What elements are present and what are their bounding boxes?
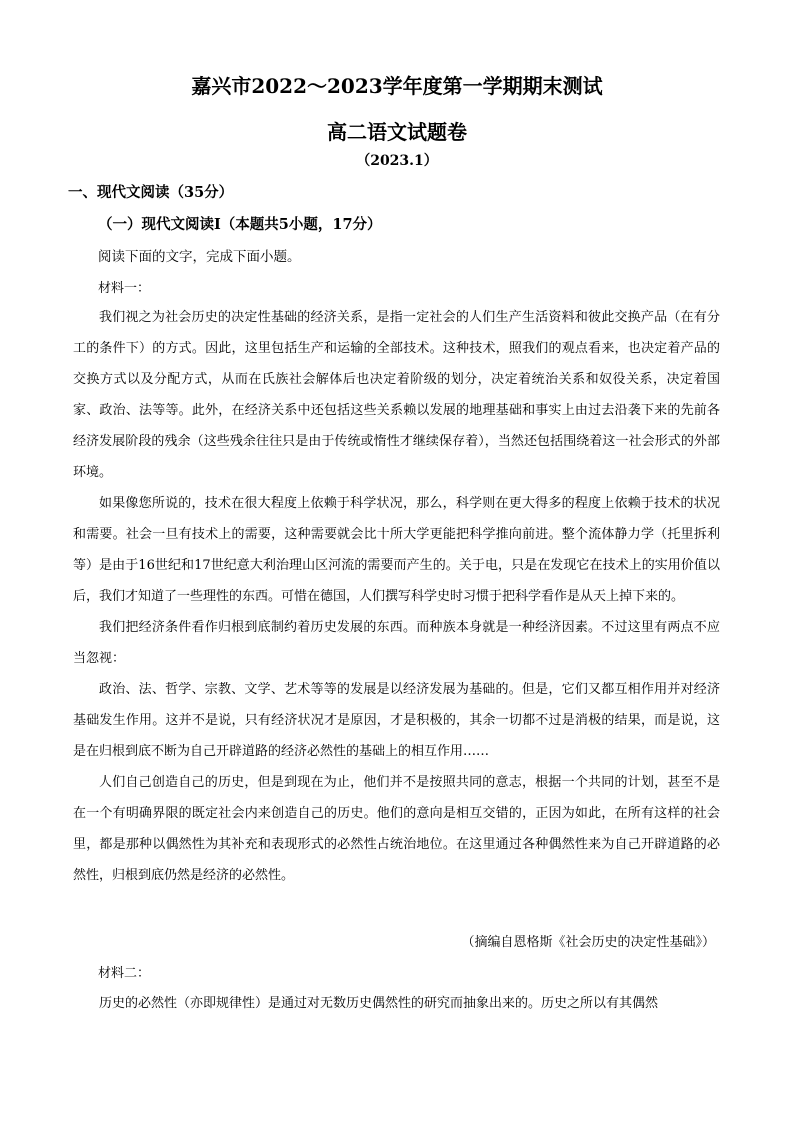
material-one-body: [73, 302, 720, 891]
paragraph: 如果像您所说的，技术在很大程度上依赖于科学状况，那么，科学则在更大得多的程度上依赖于技术的状况和需要。社会一旦有技术上的需要，这种需要就会比十所大学更能把科学推向前进。整个流体静力学（托里拆利等）是由于16世纪和17世纪意大利治理山区河流的需要而产生的。关于电，只是在发现它在技术上的实用价值以后，我们才知道了一些理性的东西。可惜在德国，人们撰写科学史时习惯于把科学看作是从天上掉下来的。: [73, 496, 720, 604]
exam-title: 嘉兴市2022～2023学年度第一学期期末测试: [191, 74, 603, 98]
instruction-text: 阅读下面的文字，完成下面小题。: [98, 249, 301, 265]
material-two-label: 材料二：: [98, 966, 151, 981]
exam-subtitle: 高二语文试题卷: [327, 120, 467, 144]
section-heading: 一、现代文阅读（35分）: [68, 184, 234, 201]
paragraph: 人们自己创造自己的历史，但是到现在为止，他们并不是按照共同的意志，根据一个共同的计划，甚至不是在一个有明确界限的既定社会内来创造自己的历史。他们的意向是相互交错的，正因为如此，在所有这样的社会里，都是那种以偶然性为其补充和表现形式的必然性占统治地位。在这里通过各种偶然性来为自己开辟道路的必然性，归根到底仍然是经济的必然性。: [73, 775, 720, 883]
paragraph: 我们视之为社会历史的决定性基础的经济关系，是指一定社会的人们生产生活资料和彼此交换产品（在有分工的条件下）的方式。因此，这里包括生产和运输的全部技术。这种技术，照我们的观点看来，也决定着产品的交换方式以及分配方式，从而在氏族社会解体后也决定着阶级的划分，决定着统治关系和奴役关系，决定着国家、政治、法等等。此外，在经济关系中还包括这些关系赖以发展的地理基础和事实上由过去沿袭下来的先前各经济发展阶段的残余（这些残余往往只是由于传统或惰性才继续保存着），当然还包括围绕着这一社会形式的外部环境。: [73, 310, 720, 480]
material-one-label: 材料一：: [98, 281, 151, 296]
exam-date: （2023.1）: [356, 153, 438, 169]
material-one-source: （摘编自恩格斯《社会历史的决定性基础》）: [461, 935, 715, 950]
paragraph: 政治、法、哲学、宗教、文学、艺术等等的发展是以经济发展为基础的。但是，它们又都互相作用并对经济基础发生作用。这并不是说，只有经济状况才是原因，才是积极的，其余一切都不过是消极的结果，而是说，这是在归根到底不断为自己开辟道路的经济必然性的基础上的相互作用……: [73, 682, 720, 759]
part-heading: （一）现代文阅读Ⅰ（本题共5小题，17分）: [98, 216, 382, 233]
paragraph: 历史的必然性（亦即规律性）是通过对无数历史偶然性的研究而抽象出来的。历史之所以有其偶然: [99, 996, 659, 1011]
material-two-body: [73, 988, 720, 1019]
paragraph: 我们把经济条件看作归根到底制约着历史发展的东西。而种族本身就是一种经济因素。不过这里有两点不应当忽视：: [73, 620, 720, 666]
